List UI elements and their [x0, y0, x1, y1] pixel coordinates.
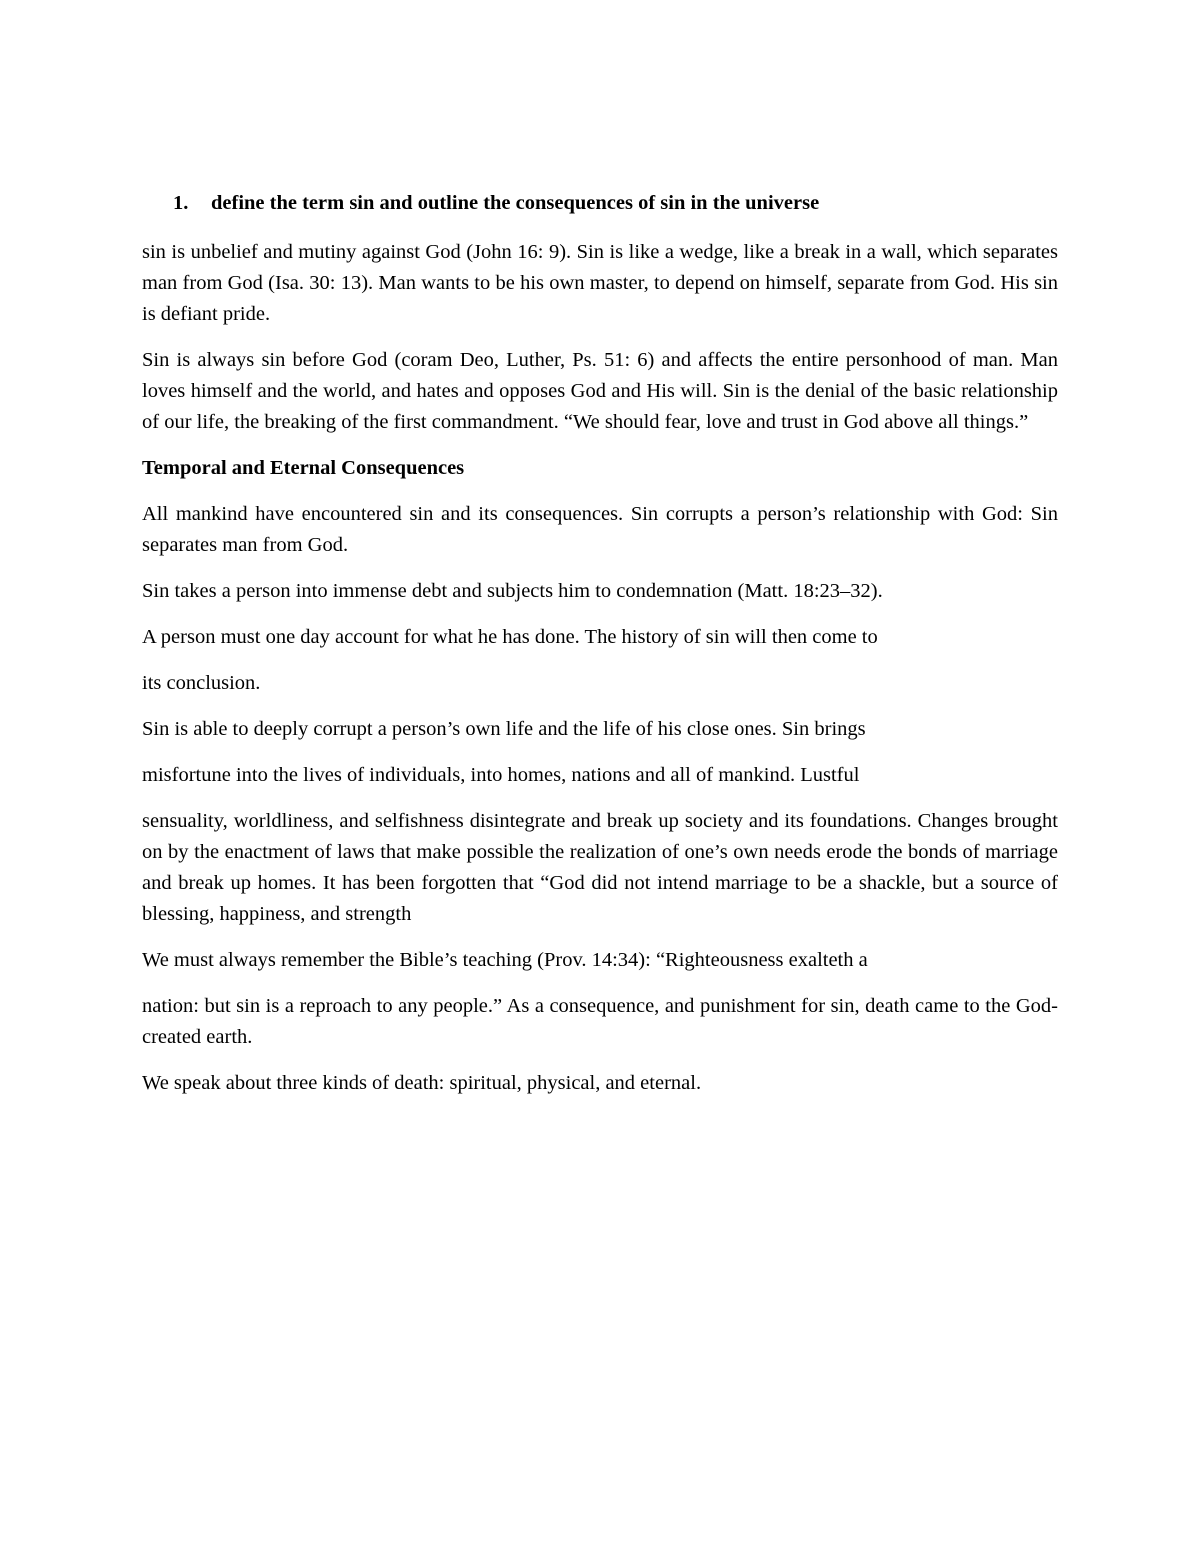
document-body: [142, 188, 1058, 1114]
section-title: Temporal and Eternal Consequences: [142, 457, 465, 479]
paragraph-sin-definition: sin is unbelief and mutiny against God (John 16: 9). Sin is like a wedge, like a break in a wall, which separates man from God (Isa. 30: 13). Man wants to be his own master, to depend on himself, separate from God. His sin is defiant pride.: [142, 241, 1058, 325]
paragraph-corrupt-life: Sin is able to deeply corrupt a person’s own life and the life of his close ones. Sin brings: [142, 718, 866, 740]
paragraph-bible-teaching: We must always remember the Bible’s teaching (Prov. 14:34): “Righteousness exalteth a: [142, 949, 868, 971]
heading-number: 1.: [173, 192, 189, 214]
paragraph-sin-before-god: Sin is always sin before God (coram Deo, Luther, Ps. 51: 6) and affects the entire personhood of man. Man loves himself and the world, and hates and opposes God and His will. Sin is the denial of the basic relationship of our life, the breaking of the first commandment. “We should fear, love and trust in God above all things.”: [142, 349, 1058, 433]
paragraph-three-kinds-of-death: We speak about three kinds of death: spiritual, physical, and eternal.: [142, 1072, 702, 1094]
paragraph-account: A person must one day account for what he has done. The history of sin will then come to: [142, 626, 878, 648]
numbered-heading: [142, 188, 1058, 219]
paragraph-immense-debt: Sin takes a person into immense debt and subjects him to condemnation (Matt. 18:23–32).: [142, 580, 883, 602]
paragraph-reproach: nation: but sin is a reproach to any people.” As a consequence, and punishment for sin, death came to the God-created earth.: [142, 995, 1058, 1048]
paragraph-misfortune: misfortune into the lives of individuals, into homes, nations and all of mankind. Lustful: [142, 764, 860, 786]
paragraph-mankind-encountered-sin: All mankind have encountered sin and its consequences. Sin corrupts a person’s relationship with God: Sin separates man from God.: [142, 503, 1058, 556]
heading-text: define the term sin and outline the consequences of sin in the universe: [211, 192, 820, 214]
paragraph-conclusion: its conclusion.: [142, 672, 261, 694]
paragraph-sensuality: sensuality, worldliness, and selfishness disintegrate and break up society and its foundations. Changes brought on by the enactment of laws that make possible the realization of one’s own needs erode the bonds of marriage and break up homes. It has been forgotten that “God did not intend marriage to be a shackle, but a source of blessing, happiness, and strength: [142, 810, 1058, 925]
